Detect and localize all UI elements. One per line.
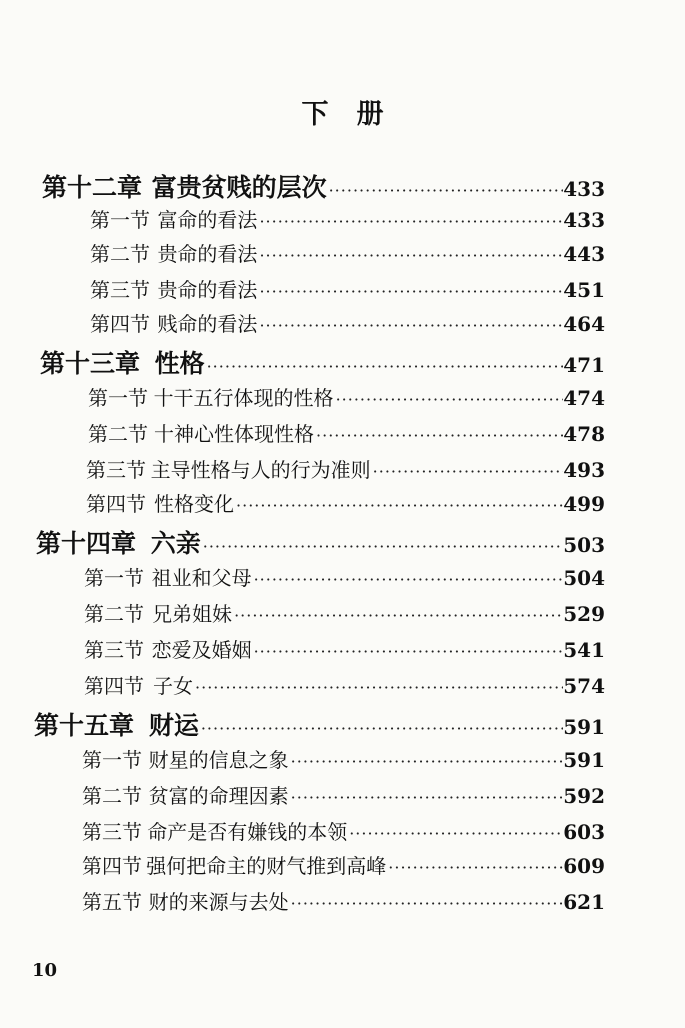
toc-section-row [84, 598, 605, 627]
dot-leader [347, 826, 563, 842]
section-title: 主导性格与人的行为准则 [150, 458, 371, 482]
toc-chapter-row [42, 168, 605, 204]
toc-page-number: 592 [563, 784, 605, 808]
toc-page-number: 574 [563, 674, 605, 698]
toc-page-number: 609 [563, 854, 605, 878]
section-title: 祖业和父母 [151, 566, 252, 590]
dot-leader [252, 644, 564, 660]
section-label: 第五节 [82, 890, 142, 914]
section-title: 强何把命主的财气推到高峰 [146, 854, 387, 878]
chapter-title: 六亲 [150, 529, 201, 558]
dot-leader [371, 464, 564, 480]
toc-section-row [86, 488, 605, 517]
volume-heading: 下册 [301, 99, 412, 130]
section-title: 性格变化 [154, 492, 235, 516]
toc-section-row [90, 274, 605, 303]
section-title: 贫富的命理因素 [148, 784, 289, 808]
toc-page-number: 591 [563, 748, 605, 772]
dot-leader [257, 214, 563, 230]
toc-section-row [86, 454, 605, 483]
dot-leader [257, 248, 563, 264]
section-title: 恋爱及婚姻 [151, 638, 252, 662]
toc-page-number: 471 [563, 353, 605, 377]
toc-section-row [84, 562, 605, 591]
toc-section-row [88, 382, 605, 411]
chapter-label: 第十二章 [42, 173, 143, 202]
toc-chapter-row [40, 344, 605, 380]
toc-chapter-row [34, 706, 605, 742]
dot-leader [327, 183, 564, 199]
section-label: 第二节 [84, 602, 144, 626]
toc-page-number: 504 [563, 566, 605, 590]
dot-leader [257, 284, 563, 300]
toc-section-row [88, 418, 605, 447]
chapter-title: 富贵贫贱的层次 [151, 173, 327, 202]
dot-leader [257, 318, 563, 334]
toc-page-number: 541 [563, 638, 605, 662]
section-title: 贵命的看法 [157, 278, 258, 302]
section-title: 富命的看法 [157, 208, 258, 232]
section-title: 贵命的看法 [157, 242, 258, 266]
section-label: 第四节 [82, 854, 142, 878]
toc-section-row [90, 204, 605, 233]
toc-page-number: 464 [563, 312, 605, 336]
section-label: 第四节 [86, 492, 146, 516]
chapter-label: 第十三章 [40, 349, 141, 378]
chapter-title: 财运 [148, 711, 199, 740]
toc-page-number: 603 [563, 820, 605, 844]
section-label: 第一节 [90, 208, 150, 232]
toc-chapter-row [36, 524, 605, 560]
chapter-label: 第十五章 [34, 711, 135, 740]
toc-page-number: 621 [563, 890, 605, 914]
section-title: 十干五行体现的性格 [153, 386, 334, 410]
chapter-title: 性格 [154, 349, 205, 378]
section-title: 命产是否有嫌钱的本领 [147, 820, 348, 844]
toc-section-row [82, 744, 605, 773]
toc-section-row [82, 816, 605, 845]
dot-leader [232, 608, 563, 624]
toc-section-row [84, 634, 605, 663]
section-title: 财的来源与去处 [148, 890, 289, 914]
toc-page-number: 474 [563, 386, 605, 410]
toc-page-number: 433 [563, 208, 605, 232]
toc-page-number: 499 [563, 492, 605, 516]
section-label: 第二节 [82, 784, 142, 808]
toc-section-row [82, 850, 605, 879]
dot-leader [289, 754, 564, 770]
toc-page-number: 591 [563, 715, 605, 739]
dot-leader [193, 680, 563, 696]
dot-leader [289, 896, 564, 912]
section-label: 第四节 [84, 674, 144, 698]
toc-section-row [90, 308, 605, 337]
chapter-label: 第十四章 [36, 529, 137, 558]
section-label: 第一节 [84, 566, 144, 590]
section-label: 第三节 [86, 458, 146, 482]
section-label: 第二节 [90, 242, 150, 266]
section-title: 兄弟姐妹 [152, 602, 233, 626]
toc-page-number: 503 [563, 533, 605, 557]
toc-page-number: 443 [563, 242, 605, 266]
section-title: 十神心性体现性格 [154, 422, 315, 446]
toc-section-row [90, 238, 605, 267]
toc-page-number: 433 [563, 177, 605, 201]
section-title: 子女 [153, 674, 194, 698]
dot-leader [252, 572, 564, 588]
toc-section-row [82, 780, 605, 809]
section-label: 第一节 [88, 386, 148, 410]
toc-section-row [84, 670, 605, 699]
section-label: 第二节 [88, 422, 148, 446]
toc-page-number: 529 [563, 602, 605, 626]
section-title: 贱命的看法 [157, 312, 258, 336]
toc-page-number: 493 [563, 458, 605, 482]
dot-leader [201, 539, 564, 555]
section-label: 第三节 [82, 820, 142, 844]
toc-section-row [82, 886, 605, 915]
dot-leader [334, 392, 564, 408]
dot-leader [234, 498, 563, 514]
toc-page-number: 451 [563, 278, 605, 302]
page-number: 10 [32, 960, 58, 981]
dot-leader [314, 428, 563, 444]
section-label: 第一节 [82, 748, 142, 772]
dot-leader [386, 860, 563, 876]
dot-leader [199, 721, 563, 737]
section-label: 第三节 [84, 638, 144, 662]
section-label: 第四节 [90, 312, 150, 336]
toc-page-number: 478 [563, 422, 605, 446]
section-title: 财星的信息之象 [148, 748, 289, 772]
dot-leader [289, 790, 564, 806]
dot-leader [205, 359, 564, 375]
section-label: 第三节 [90, 278, 150, 302]
